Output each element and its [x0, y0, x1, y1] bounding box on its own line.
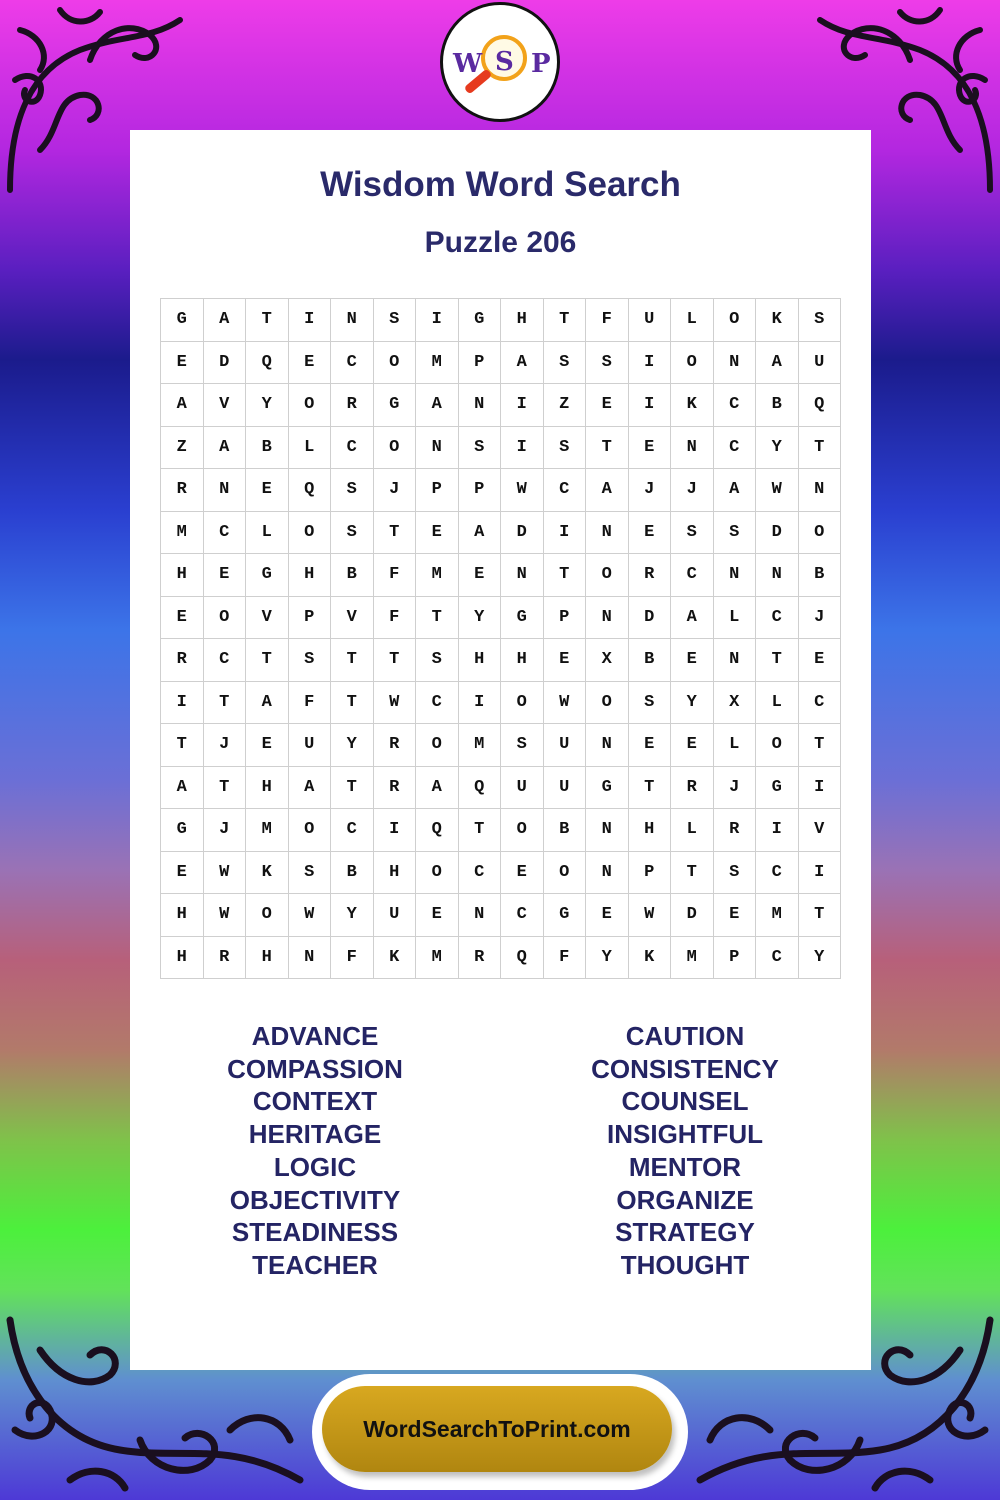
grid-cell[interactable]: E — [459, 554, 502, 597]
grid-cell[interactable]: C — [204, 639, 247, 682]
grid-cell[interactable]: Q — [799, 384, 842, 427]
grid-cell[interactable]: B — [246, 427, 289, 470]
word-list-item: STEADINESS — [231, 1217, 399, 1248]
grid-cell[interactable]: T — [246, 639, 289, 682]
grid-cell[interactable]: P — [629, 852, 672, 895]
grid-cell[interactable]: Y — [671, 682, 714, 725]
grid-cell[interactable]: P — [544, 597, 587, 640]
grid-cell[interactable]: X — [586, 639, 629, 682]
grid-cell[interactable]: W — [756, 469, 799, 512]
grid-cell[interactable]: E — [544, 639, 587, 682]
grid-cell[interactable]: F — [586, 299, 629, 342]
grid-cell[interactable]: U — [544, 767, 587, 810]
grid-cell[interactable]: M — [459, 724, 502, 767]
word-list-item: CONTEXT — [252, 1086, 378, 1117]
grid-cell[interactable]: E — [501, 852, 544, 895]
grid-cell[interactable]: A — [459, 512, 502, 555]
grid-cell[interactable]: Y — [586, 937, 629, 980]
grid-cell[interactable]: N — [756, 554, 799, 597]
grid-cell[interactable]: E — [799, 639, 842, 682]
grid-cell[interactable]: V — [204, 384, 247, 427]
grid-cell[interactable]: O — [501, 809, 544, 852]
grid-cell[interactable]: U — [289, 724, 332, 767]
grid-cell[interactable]: S — [629, 682, 672, 725]
grid-cell[interactable]: O — [756, 724, 799, 767]
grid-cell[interactable]: C — [714, 384, 757, 427]
grid-cell[interactable]: B — [756, 384, 799, 427]
grid-cell[interactable]: O — [374, 342, 417, 385]
grid-cell[interactable]: N — [459, 894, 502, 937]
grid-cell[interactable]: A — [671, 597, 714, 640]
grid-cell[interactable]: T — [799, 427, 842, 470]
grid-cell[interactable]: S — [331, 469, 374, 512]
word-list-item: STRATEGY — [615, 1217, 755, 1248]
grid-cell[interactable]: V — [799, 809, 842, 852]
grid-cell[interactable]: C — [459, 852, 502, 895]
grid-cell[interactable]: L — [714, 597, 757, 640]
grid-cell[interactable]: D — [756, 512, 799, 555]
grid-cell[interactable]: G — [459, 299, 502, 342]
grid-cell[interactable]: H — [501, 299, 544, 342]
grid-cell[interactable]: Y — [331, 894, 374, 937]
grid-cell[interactable]: Q — [416, 809, 459, 852]
grid-cell[interactable]: E — [246, 724, 289, 767]
grid-cell[interactable]: H — [246, 937, 289, 980]
grid-cell[interactable]: N — [501, 554, 544, 597]
grid-cell[interactable]: C — [416, 682, 459, 725]
grid-cell[interactable]: T — [331, 639, 374, 682]
grid-cell[interactable]: T — [671, 852, 714, 895]
grid-cell[interactable]: B — [799, 554, 842, 597]
grid-cell[interactable]: I — [459, 682, 502, 725]
grid-cell[interactable]: T — [204, 767, 247, 810]
footer-button[interactable] — [322, 1386, 672, 1472]
grid-cell[interactable]: O — [714, 299, 757, 342]
grid-cell[interactable]: N — [204, 469, 247, 512]
grid-cell[interactable]: M — [161, 512, 204, 555]
grid-cell[interactable]: Y — [331, 724, 374, 767]
grid-cell[interactable]: E — [204, 554, 247, 597]
grid-cell[interactable]: L — [289, 427, 332, 470]
grid-cell[interactable]: L — [756, 682, 799, 725]
grid-cell[interactable]: W — [204, 894, 247, 937]
grid-cell[interactable]: W — [289, 894, 332, 937]
grid-cell[interactable]: R — [629, 554, 672, 597]
grid-cell[interactable]: A — [501, 342, 544, 385]
grid-cell[interactable]: J — [714, 767, 757, 810]
grid-cell[interactable]: I — [289, 299, 332, 342]
grid-cell[interactable]: M — [671, 937, 714, 980]
grid-cell[interactable]: O — [544, 852, 587, 895]
grid-cell[interactable]: Q — [501, 937, 544, 980]
grid-cell[interactable]: Z — [544, 384, 587, 427]
grid-cell[interactable]: C — [501, 894, 544, 937]
grid-cell[interactable]: P — [416, 469, 459, 512]
grid-cell[interactable]: H — [246, 767, 289, 810]
grid-cell[interactable]: N — [416, 427, 459, 470]
grid-cell[interactable]: M — [416, 554, 459, 597]
grid-cell[interactable]: D — [629, 597, 672, 640]
grid-cell[interactable]: D — [204, 342, 247, 385]
grid-cell[interactable]: Y — [799, 937, 842, 980]
grid-cell[interactable]: N — [799, 469, 842, 512]
word-list-item: THOUGHT — [620, 1249, 750, 1280]
grid-cell[interactable]: S — [799, 299, 842, 342]
grid-cell[interactable]: C — [756, 937, 799, 980]
grid-cell[interactable]: N — [671, 427, 714, 470]
grid-cell[interactable]: G — [161, 299, 204, 342]
grid-cell[interactable]: H — [501, 639, 544, 682]
grid-cell[interactable]: U — [799, 342, 842, 385]
word-list-item: HERITAGE — [248, 1119, 382, 1150]
grid-cell[interactable]: S — [544, 427, 587, 470]
grid-cell[interactable]: O — [416, 852, 459, 895]
logo-letter-p: P — [531, 49, 551, 79]
logo — [440, 2, 560, 122]
grid-cell[interactable]: O — [799, 512, 842, 555]
grid-cell[interactable]: Q — [246, 342, 289, 385]
puzzle-card — [130, 130, 871, 1370]
grid-cell[interactable]: L — [714, 724, 757, 767]
grid-cell[interactable]: J — [799, 597, 842, 640]
grid-cell[interactable]: A — [416, 767, 459, 810]
grid-cell[interactable]: O — [374, 427, 417, 470]
grid-cell[interactable]: Q — [289, 469, 332, 512]
grid-cell[interactable]: G — [756, 767, 799, 810]
word-list-item: MENTOR — [628, 1151, 742, 1182]
grid-cell[interactable]: O — [586, 682, 629, 725]
grid-cell[interactable]: E — [161, 342, 204, 385]
grid-cell[interactable]: G — [246, 554, 289, 597]
grid-cell[interactable]: M — [246, 809, 289, 852]
grid-cell[interactable]: H — [161, 937, 204, 980]
grid-cell[interactable]: E — [671, 724, 714, 767]
grid-cell[interactable]: N — [289, 937, 332, 980]
grid-cell[interactable]: S — [289, 852, 332, 895]
grid-cell[interactable]: R — [204, 937, 247, 980]
grid-cell[interactable]: V — [331, 597, 374, 640]
grid-cell[interactable]: K — [246, 852, 289, 895]
grid-cell[interactable]: C — [756, 597, 799, 640]
grid-cell[interactable]: M — [756, 894, 799, 937]
grid-cell[interactable]: E — [714, 894, 757, 937]
grid-cell[interactable]: G — [586, 767, 629, 810]
grid-cell[interactable]: T — [544, 299, 587, 342]
grid-cell[interactable]: J — [204, 809, 247, 852]
grid-cell[interactable]: S — [586, 342, 629, 385]
grid-cell[interactable]: E — [161, 597, 204, 640]
word-list-item: COUNSEL — [621, 1086, 749, 1117]
grid-cell[interactable]: S — [714, 852, 757, 895]
grid-cell[interactable]: H — [374, 852, 417, 895]
grid-cell[interactable]: W — [544, 682, 587, 725]
grid-cell[interactable]: U — [501, 767, 544, 810]
grid-cell[interactable]: G — [161, 809, 204, 852]
grid-cell[interactable]: E — [586, 384, 629, 427]
grid-cell[interactable]: P — [289, 597, 332, 640]
grid-cell[interactable]: W — [501, 469, 544, 512]
grid-cell[interactable]: A — [204, 427, 247, 470]
grid-cell[interactable]: T — [374, 639, 417, 682]
grid-cell[interactable]: O — [204, 597, 247, 640]
grid-cell[interactable]: K — [374, 937, 417, 980]
logo-letter-s: S — [495, 47, 514, 77]
grid-cell[interactable]: T — [374, 512, 417, 555]
grid-cell[interactable]: F — [374, 597, 417, 640]
grid-cell[interactable]: A — [204, 299, 247, 342]
grid-cell[interactable]: C — [544, 469, 587, 512]
grid-cell[interactable]: C — [671, 554, 714, 597]
grid-cell[interactable]: W — [629, 894, 672, 937]
grid-cell[interactable]: C — [331, 809, 374, 852]
grid-cell[interactable]: J — [671, 469, 714, 512]
grid-cell[interactable]: D — [671, 894, 714, 937]
grid-cell[interactable]: Y — [246, 384, 289, 427]
grid-cell[interactable]: S — [501, 724, 544, 767]
grid-cell[interactable]: B — [544, 809, 587, 852]
grid-cell[interactable]: T — [544, 554, 587, 597]
grid-cell[interactable]: T — [799, 724, 842, 767]
grid-cell[interactable]: Z — [161, 427, 204, 470]
grid-cell[interactable]: A — [289, 767, 332, 810]
grid-cell[interactable]: A — [161, 384, 204, 427]
grid-cell[interactable]: O — [586, 554, 629, 597]
grid-cell[interactable]: B — [629, 639, 672, 682]
grid-cell[interactable]: O — [289, 512, 332, 555]
grid-cell[interactable]: A — [161, 767, 204, 810]
grid-cell[interactable]: R — [671, 767, 714, 810]
grid-cell[interactable]: E — [629, 512, 672, 555]
word-list-item: ADVANCE — [251, 1021, 379, 1051]
grid-cell[interactable]: W — [374, 682, 417, 725]
grid-cell[interactable]: J — [204, 724, 247, 767]
grid-cell[interactable]: O — [501, 682, 544, 725]
grid-cell[interactable]: K — [756, 299, 799, 342]
grid-cell[interactable]: I — [544, 512, 587, 555]
grid-cell[interactable]: N — [586, 809, 629, 852]
grid-cell[interactable]: L — [671, 299, 714, 342]
word-list-item: COMPASSION — [227, 1053, 403, 1084]
grid-cell[interactable]: C — [756, 852, 799, 895]
grid-cell[interactable]: R — [459, 937, 502, 980]
grid-cell[interactable]: T — [629, 767, 672, 810]
grid-cell[interactable]: L — [246, 512, 289, 555]
grid-cell[interactable]: O — [289, 384, 332, 427]
grid-cell[interactable]: I — [799, 852, 842, 895]
grid-cell[interactable]: P — [459, 342, 502, 385]
grid-cell[interactable]: E — [289, 342, 332, 385]
grid-cell[interactable]: R — [374, 767, 417, 810]
grid-cell[interactable]: H — [289, 554, 332, 597]
puzzle-subtitle: Puzzle 206 — [424, 226, 577, 259]
grid-cell[interactable]: O — [289, 809, 332, 852]
grid-cell[interactable]: W — [204, 852, 247, 895]
logo-letter-w: W — [453, 49, 483, 79]
grid-cell[interactable]: T — [799, 894, 842, 937]
grid-cell[interactable]: C — [331, 342, 374, 385]
grid-cell[interactable]: S — [374, 299, 417, 342]
grid-cell[interactable]: M — [416, 937, 459, 980]
site-name-link[interactable]: WordSearchToPrint.com — [363, 1415, 631, 1442]
grid-cell[interactable]: T — [246, 299, 289, 342]
grid-cell[interactable]: C — [331, 427, 374, 470]
grid-cell[interactable]: B — [331, 554, 374, 597]
word-list-item: CONSISTENCY — [591, 1053, 779, 1084]
grid-cell[interactable]: O — [416, 724, 459, 767]
footer-badge — [312, 1374, 688, 1490]
letter-grid — [160, 298, 841, 979]
grid-cell[interactable]: N — [714, 554, 757, 597]
grid-cell[interactable]: S — [671, 512, 714, 555]
grid-cell[interactable]: I — [799, 767, 842, 810]
grid-cell[interactable]: I — [501, 384, 544, 427]
word-list-left — [130, 1020, 500, 1282]
grid-cell[interactable]: N — [714, 639, 757, 682]
grid-cell[interactable]: U — [629, 299, 672, 342]
grid-cell[interactable]: G — [501, 597, 544, 640]
grid-cell[interactable]: A — [586, 469, 629, 512]
grid-cell[interactable]: N — [331, 299, 374, 342]
grid-cell[interactable]: N — [586, 852, 629, 895]
grid-cell[interactable]: F — [331, 937, 374, 980]
grid-cell[interactable]: X — [714, 682, 757, 725]
grid-cell[interactable]: E — [671, 639, 714, 682]
grid-cell[interactable]: Y — [459, 597, 502, 640]
grid-cell[interactable]: K — [629, 937, 672, 980]
grid-cell[interactable]: U — [544, 724, 587, 767]
grid-cell[interactable]: D — [501, 512, 544, 555]
grid-cell[interactable]: E — [161, 852, 204, 895]
grid-cell[interactable]: V — [246, 597, 289, 640]
grid-cell[interactable]: K — [671, 384, 714, 427]
grid-cell[interactable]: R — [374, 724, 417, 767]
grid-cell[interactable]: S — [544, 342, 587, 385]
grid-cell[interactable]: F — [374, 554, 417, 597]
grid-cell[interactable]: I — [161, 682, 204, 725]
grid-cell[interactable]: G — [374, 384, 417, 427]
grid-cell[interactable]: A — [416, 384, 459, 427]
grid-cell[interactable]: B — [331, 852, 374, 895]
grid-cell[interactable]: H — [459, 639, 502, 682]
grid-cell[interactable]: I — [756, 809, 799, 852]
grid-cell[interactable]: T — [204, 682, 247, 725]
page-title: Wisdom Word Search — [320, 165, 681, 204]
grid-cell[interactable]: G — [544, 894, 587, 937]
grid-cell[interactable]: L — [671, 809, 714, 852]
grid-cell[interactable]: A — [756, 342, 799, 385]
grid-cell[interactable]: E — [629, 427, 672, 470]
grid-cell[interactable]: I — [501, 427, 544, 470]
grid-cell[interactable]: H — [161, 554, 204, 597]
grid-cell[interactable]: F — [544, 937, 587, 980]
grid-cell[interactable]: E — [586, 894, 629, 937]
grid-cell[interactable]: N — [586, 724, 629, 767]
grid-cell[interactable]: N — [586, 512, 629, 555]
grid-cell[interactable]: O — [671, 342, 714, 385]
grid-cell[interactable]: A — [246, 682, 289, 725]
grid-cell[interactable]: Y — [756, 427, 799, 470]
grid-cell[interactable]: S — [416, 639, 459, 682]
grid-cell[interactable]: T — [416, 597, 459, 640]
grid-cell[interactable]: T — [331, 682, 374, 725]
grid-cell[interactable]: U — [374, 894, 417, 937]
word-list-item: ORGANIZE — [616, 1184, 754, 1215]
word-list-item: TEACHER — [252, 1249, 378, 1280]
word-list-item: OBJECTIVITY — [229, 1184, 401, 1215]
grid-cell[interactable]: P — [714, 937, 757, 980]
word-list-item: INSIGHTFUL — [607, 1119, 763, 1150]
grid-cell[interactable]: I — [374, 809, 417, 852]
grid-cell[interactable]: R — [161, 639, 204, 682]
grid-cell[interactable]: H — [629, 809, 672, 852]
grid-cell[interactable]: I — [629, 384, 672, 427]
grid-cell[interactable]: N — [459, 384, 502, 427]
grid-cell[interactable]: J — [629, 469, 672, 512]
grid-cell[interactable]: C — [204, 512, 247, 555]
grid-cell[interactable]: N — [586, 597, 629, 640]
grid-cell[interactable]: T — [331, 767, 374, 810]
word-list-item: LOGIC — [273, 1151, 357, 1182]
grid-cell[interactable]: C — [799, 682, 842, 725]
grid-cell[interactable]: H — [161, 894, 204, 937]
grid-cell[interactable]: I — [629, 342, 672, 385]
grid-cell[interactable]: I — [416, 299, 459, 342]
grid-cell[interactable]: S — [289, 639, 332, 682]
grid-cell[interactable]: J — [374, 469, 417, 512]
grid-cell[interactable]: R — [331, 384, 374, 427]
grid-cell[interactable]: S — [714, 512, 757, 555]
grid-cell[interactable]: P — [459, 469, 502, 512]
grid-cell[interactable]: C — [714, 427, 757, 470]
grid-cell[interactable]: T — [586, 427, 629, 470]
grid-cell[interactable]: R — [161, 469, 204, 512]
grid-cell[interactable]: T — [459, 809, 502, 852]
word-list-right — [500, 1020, 870, 1282]
word-list-item: CAUTION — [625, 1021, 745, 1051]
grid-cell[interactable]: R — [714, 809, 757, 852]
grid-cell[interactable]: S — [331, 512, 374, 555]
grid-cell[interactable]: F — [289, 682, 332, 725]
grid-cell[interactable]: T — [756, 639, 799, 682]
grid-cell[interactable]: E — [629, 724, 672, 767]
grid-cell[interactable]: E — [416, 512, 459, 555]
grid-cell[interactable]: M — [416, 342, 459, 385]
grid-cell[interactable]: E — [246, 469, 289, 512]
grid-cell[interactable]: S — [459, 427, 502, 470]
grid-cell[interactable]: T — [161, 724, 204, 767]
grid-cell[interactable]: E — [416, 894, 459, 937]
grid-cell[interactable]: N — [714, 342, 757, 385]
grid-cell[interactable]: O — [246, 894, 289, 937]
grid-cell[interactable]: Q — [459, 767, 502, 810]
grid-cell[interactable]: A — [714, 469, 757, 512]
